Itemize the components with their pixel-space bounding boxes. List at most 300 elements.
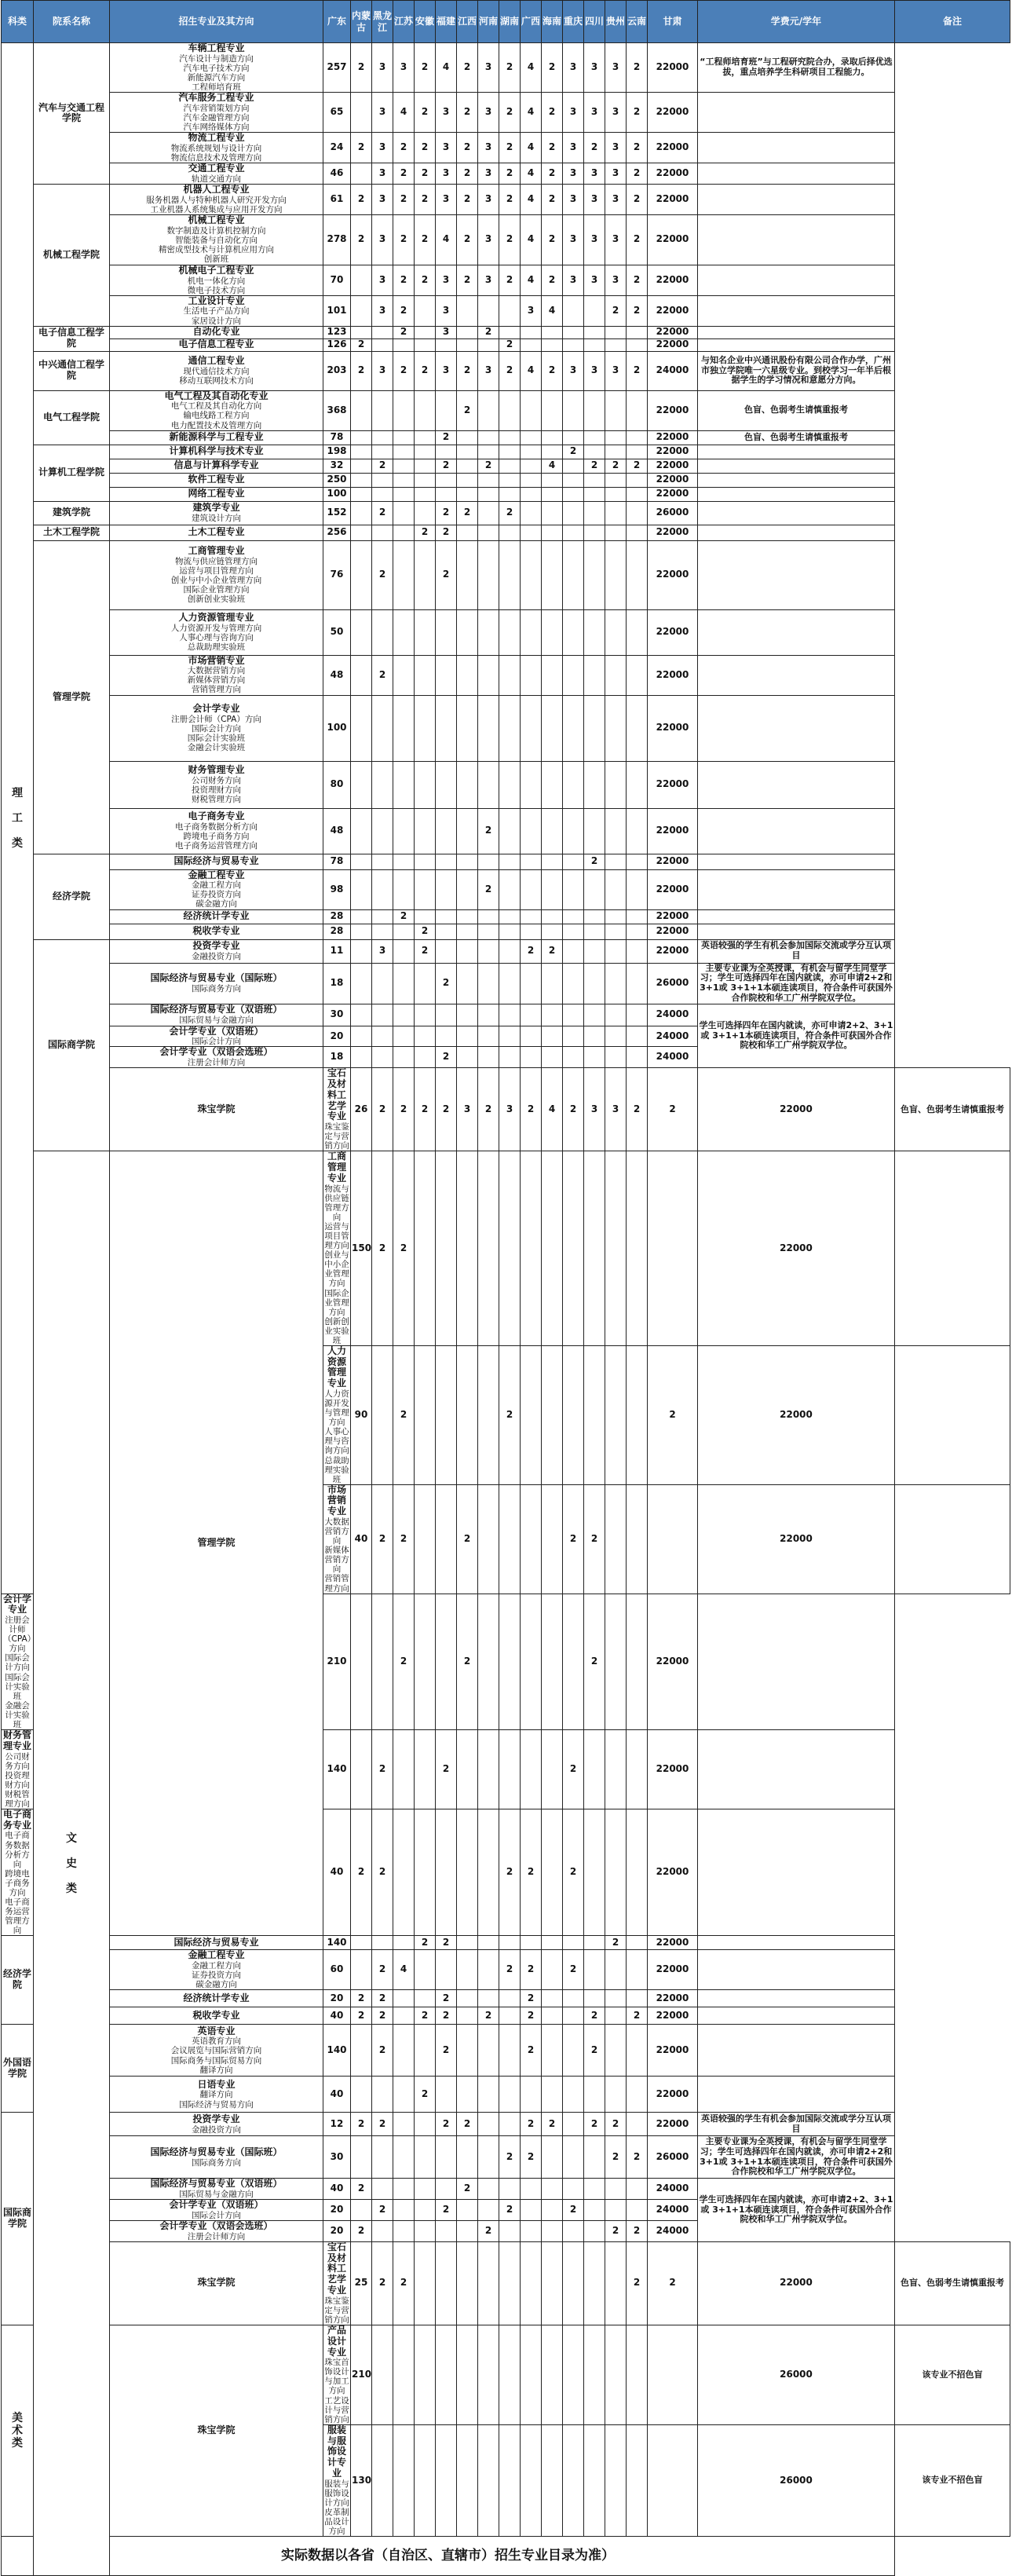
major-direction: 轨道交通方向 (192, 174, 241, 184)
province-quota (393, 1004, 415, 1026)
province-quota (605, 1004, 627, 1026)
tuition-fee: 22000 (648, 445, 698, 459)
province-quota (542, 2136, 563, 2179)
province-quota (627, 338, 648, 351)
province-quota (499, 487, 521, 501)
province-quota (372, 854, 393, 869)
major-direction: 国际会计方向 (5, 1653, 30, 1673)
province-quota (393, 2179, 415, 2200)
major-direction: 大数据营销方向 (324, 1517, 349, 1546)
province-quota (499, 1026, 521, 1047)
remark-cell (698, 445, 895, 459)
province-quota (584, 695, 605, 761)
province-quota (542, 609, 563, 655)
province-quota (351, 487, 372, 501)
province-quota (457, 2325, 478, 2424)
province-quota: 2 (372, 655, 393, 695)
column-header: 福建 (436, 1, 457, 43)
province-quota: 2 (393, 909, 415, 924)
guangdong-quota: 26 (351, 1068, 372, 1151)
guangdong-quota: 140 (323, 2025, 351, 2077)
province-quota (627, 540, 648, 609)
table-header-row (2, 1, 1010, 43)
province-quota (542, 1026, 563, 1047)
column-header: 学费元/学年 (698, 1, 895, 43)
province-quota (627, 909, 648, 924)
major-name: 工业设计专业 (188, 295, 245, 306)
table-row (2, 2325, 1010, 2424)
province-quota: 2 (436, 2007, 457, 2025)
province-quota (605, 390, 627, 430)
province-quota (521, 540, 542, 609)
table-row (2, 1950, 1010, 1990)
province-quota: 2 (542, 214, 563, 265)
province-quota (499, 459, 521, 473)
remark-cell (698, 869, 895, 909)
table-row (2, 963, 1010, 1004)
major-direction: 精密成型技术与计算机应用方向 (159, 245, 274, 255)
province-quota (351, 909, 372, 924)
province-quota (415, 1809, 436, 1935)
tuition-fee: 26000 (648, 501, 698, 525)
remark-cell (698, 214, 895, 265)
province-quota (627, 525, 648, 540)
major-cell (110, 2179, 323, 2200)
province-quota (563, 1990, 584, 2007)
major-direction: 创业与中小企业管理方向 (324, 1250, 349, 1289)
province-quota: 2 (648, 2241, 698, 2325)
province-quota (521, 1026, 542, 1047)
province-quota (521, 501, 542, 525)
remark-cell (698, 295, 895, 326)
province-quota: 3 (372, 93, 393, 133)
province-quota (627, 1594, 648, 1729)
province-quota: 2 (436, 963, 457, 1004)
table-row (2, 869, 1010, 909)
province-quota (499, 540, 521, 609)
province-quota (436, 1345, 457, 1484)
province-quota (478, 525, 499, 540)
province-quota (436, 473, 457, 487)
province-quota (605, 2424, 627, 2536)
major-name: 国际经济与贸易专业 (174, 855, 259, 867)
province-quota: 2 (436, 1990, 457, 2007)
guangdong-quota: 40 (323, 2007, 351, 2025)
major-name: 会计学专业 (2, 1593, 31, 1615)
major-direction: 汽车电子技术方向 (183, 63, 250, 73)
province-quota (457, 808, 478, 854)
column-header: 招生专业及其方向 (110, 1, 323, 43)
major-cell (2, 1594, 34, 1729)
province-quota (605, 2077, 627, 2113)
remark-cell (698, 473, 895, 487)
province-quota (542, 473, 563, 487)
province-quota (627, 1484, 648, 1594)
remark-cell: 色盲、色弱考生请慎重报考 (698, 390, 895, 430)
province-quota: 3 (372, 214, 393, 265)
province-quota: 3 (605, 1068, 627, 1151)
table-row (2, 43, 1010, 93)
major-direction: 营销管理方向 (324, 1574, 349, 1594)
province-quota (351, 1594, 372, 1729)
province-quota: 2 (393, 133, 415, 163)
guangdong-quota: 126 (323, 338, 351, 351)
remark-cell: 色盲、色弱考生请慎重报考 (895, 1068, 1010, 1151)
major-cell (110, 390, 323, 430)
province-quota: 2 (372, 501, 393, 525)
table-row (2, 695, 1010, 761)
college-name: 经济学院 (2, 1936, 34, 2025)
province-quota (436, 909, 457, 924)
province-quota (351, 265, 372, 295)
province-quota (478, 445, 499, 459)
remark-cell (698, 2025, 895, 2077)
province-quota (415, 1950, 436, 1990)
major-name: 汽车服务工程专业 (178, 92, 254, 104)
major-name: 车辆工程专业 (188, 42, 245, 53)
province-quota (372, 326, 393, 338)
province-quota: 2 (351, 43, 372, 93)
guangdong-quota: 80 (323, 761, 351, 808)
remark-cell: 学生可选择四年在国内就读，亦可申请2+2、3+1或 3+1+1本硕连读项目，符合条件可获国外合作院校和华工广州学院双学位。 (698, 1004, 895, 1068)
province-quota (372, 1936, 393, 1950)
major-name: 产品设计专业 (327, 2324, 346, 2358)
major-name: 物流工程专业 (188, 132, 245, 144)
tuition-fee: 24000 (648, 2220, 698, 2241)
province-quota (542, 909, 563, 924)
province-quota (415, 1026, 436, 1047)
province-quota (584, 655, 605, 695)
enrollment-plan-table (1, 0, 1010, 2576)
tuition-fee: 26000 (648, 2136, 698, 2179)
major-name: 自动化专业 (192, 326, 240, 338)
province-quota (521, 655, 542, 695)
major-name: 财务管理专业 (2, 1729, 31, 1751)
remark-cell (698, 1729, 895, 1809)
province-quota (627, 473, 648, 487)
province-quota (415, 808, 436, 854)
province-quota (415, 2200, 436, 2221)
province-quota (584, 295, 605, 326)
province-quota: 2 (627, 459, 648, 473)
province-quota (584, 869, 605, 909)
table-row (2, 939, 1010, 963)
province-quota: 2 (393, 2241, 415, 2325)
major-name: 通信工程专业 (188, 355, 245, 367)
major-direction: 工艺设计与营销方向 (324, 2395, 349, 2424)
province-quota: 2 (415, 2007, 436, 2025)
tuition-fee: 22000 (648, 540, 698, 609)
province-quota (521, 2200, 542, 2221)
remark-cell (895, 1484, 1010, 1594)
province-quota: 2 (415, 43, 436, 93)
province-quota (415, 2424, 436, 2536)
major-direction: 珠宝鉴定与营销方向 (324, 2296, 349, 2325)
province-quota (351, 445, 372, 459)
province-quota (415, 1729, 436, 1809)
province-quota (351, 1936, 372, 1950)
province-quota: 2 (499, 93, 521, 133)
remark-cell (698, 1936, 895, 1950)
table-row (2, 1068, 1010, 1151)
province-quota (436, 761, 457, 808)
province-quota (457, 761, 478, 808)
province-quota (605, 854, 627, 869)
major-direction: 金融会计实验班 (5, 1700, 30, 1729)
province-quota (351, 163, 372, 184)
table-row (2, 808, 1010, 854)
remark-cell: 该专业不招色盲 (895, 2424, 1010, 2536)
province-quota (457, 326, 478, 338)
province-quota: 2 (499, 351, 521, 390)
province-quota: 2 (605, 2113, 627, 2136)
tuition-fee: 22000 (648, 2025, 698, 2077)
province-quota: 2 (436, 2200, 457, 2221)
guangdong-quota: 368 (323, 390, 351, 430)
guangdong-quota: 278 (323, 214, 351, 265)
province-quota: 2 (563, 2200, 584, 2221)
province-quota: 3 (605, 184, 627, 214)
tuition-fee: 22000 (648, 869, 698, 909)
remark-cell (698, 808, 895, 854)
province-quota (605, 501, 627, 525)
province-quota (415, 326, 436, 338)
province-quota (415, 1990, 436, 2007)
province-quota (605, 338, 627, 351)
remark-cell (698, 133, 895, 163)
major-cell (110, 2220, 323, 2241)
major-name: 金融工程专业 (188, 869, 245, 880)
guangdong-quota: 210 (323, 1594, 351, 1729)
province-quota: 2 (627, 2220, 648, 2241)
province-quota (542, 1809, 563, 1935)
college-name: 建筑学院 (34, 501, 110, 525)
province-quota: 3 (563, 43, 584, 93)
tuition-fee: 24000 (648, 351, 698, 390)
province-quota (563, 2325, 584, 2424)
province-quota (415, 2025, 436, 2077)
major-direction: 电气工程及其自动化方向 (170, 401, 262, 412)
province-quota: 3 (605, 133, 627, 163)
guangdong-quota: 198 (323, 445, 351, 459)
province-quota (436, 2077, 457, 2113)
province-quota (372, 430, 393, 445)
province-quota (499, 909, 521, 924)
province-quota (627, 2325, 648, 2424)
province-quota (605, 2325, 627, 2424)
province-quota (563, 854, 584, 869)
province-quota (372, 808, 393, 854)
province-quota (436, 2220, 457, 2241)
tuition-fee: 22000 (698, 1151, 895, 1345)
remark-cell (698, 184, 895, 214)
province-quota (478, 2077, 499, 2113)
major-name: 工商管理专业 (188, 545, 245, 556)
major-name: 电子信息工程专业 (178, 338, 254, 350)
remark-cell: 英语较强的学生有机会参加国际交流或学分互认项目 (698, 2113, 895, 2136)
province-quota: 2 (415, 184, 436, 214)
province-quota (393, 695, 415, 761)
province-quota: 2 (436, 430, 457, 445)
table-row (2, 487, 1010, 501)
guangdong-quota: 20 (323, 1990, 351, 2007)
province-quota: 3 (436, 265, 457, 295)
province-quota (415, 2220, 436, 2241)
province-quota: 2 (393, 184, 415, 214)
province-quota (393, 869, 415, 909)
tuition-fee: 22000 (648, 430, 698, 445)
column-header: 河南 (478, 1, 499, 43)
major-name: 电子商务专业 (188, 810, 245, 822)
province-quota (393, 2325, 415, 2424)
province-quota: 4 (521, 133, 542, 163)
province-quota: 2 (415, 939, 436, 963)
province-quota (436, 2179, 457, 2200)
major-name: 国际经济与贸易专业（国际班） (150, 2146, 283, 2157)
guangdong-quota: 65 (323, 93, 351, 133)
province-quota: 2 (372, 1729, 393, 1809)
province-quota (457, 1004, 478, 1026)
table-row (2, 445, 1010, 459)
province-quota (563, 2136, 584, 2179)
province-quota (584, 909, 605, 924)
province-quota: 3 (584, 163, 605, 184)
major-cell (110, 473, 323, 487)
province-quota (393, 390, 415, 430)
major-direction: 注册会计师方向 (187, 1058, 246, 1068)
province-quota: 2 (627, 2241, 648, 2325)
province-quota (393, 459, 415, 473)
province-quota (499, 390, 521, 430)
province-quota (627, 1004, 648, 1026)
province-quota (351, 473, 372, 487)
province-quota (584, 1026, 605, 1047)
province-quota (584, 924, 605, 939)
province-quota: 2 (436, 540, 457, 609)
province-quota (478, 1990, 499, 2007)
province-quota (415, 1004, 436, 1026)
province-quota (415, 963, 436, 1004)
province-quota (415, 473, 436, 487)
remark-cell (698, 609, 895, 655)
major-direction: 金融会计实验班 (187, 743, 246, 752)
major-name: 财务管理专业 (188, 764, 245, 776)
province-quota: 2 (372, 2113, 393, 2136)
guangdong-quota: 30 (323, 1004, 351, 1026)
table-row (2, 338, 1010, 351)
remark-cell (698, 695, 895, 761)
province-quota: 3 (436, 133, 457, 163)
major-direction: 国际贸易与金融方向 (179, 2189, 254, 2199)
major-direction: 大数据营销方向 (187, 666, 246, 676)
province-quota: 2 (457, 265, 478, 295)
major-direction: 汽车金融管理方向 (183, 112, 250, 123)
province-quota (457, 963, 478, 1004)
tuition-fee: 22000 (648, 1729, 698, 1809)
college-name: 外国语学院 (2, 2025, 34, 2113)
province-quota (563, 695, 584, 761)
province-quota: 2 (521, 1068, 542, 1151)
province-quota: 2 (415, 265, 436, 295)
province-quota (521, 1594, 542, 1729)
province-quota: 2 (436, 1936, 457, 1950)
province-quota: 3 (563, 351, 584, 390)
province-quota (605, 2007, 627, 2025)
province-quota (351, 1026, 372, 1047)
province-quota: 2 (605, 2220, 627, 2241)
province-quota: 3 (372, 184, 393, 214)
province-quota (605, 1026, 627, 1047)
province-quota: 2 (478, 2220, 499, 2241)
remark-cell (698, 909, 895, 924)
province-quota (563, 390, 584, 430)
table-row (2, 459, 1010, 473)
province-quota: 4 (393, 93, 415, 133)
province-quota (415, 695, 436, 761)
guangdong-quota: 100 (323, 487, 351, 501)
province-quota (542, 540, 563, 609)
province-quota: 2 (584, 1594, 605, 1729)
province-quota (542, 695, 563, 761)
major-cell (110, 1004, 323, 1026)
province-quota: 2 (393, 265, 415, 295)
major-direction: 新能源汽车方向 (187, 72, 246, 82)
province-quota (605, 2241, 627, 2325)
remark-cell (698, 761, 895, 808)
province-quota (351, 93, 372, 133)
province-quota: 2 (372, 1990, 393, 2007)
province-quota (457, 924, 478, 939)
major-cell (110, 326, 323, 338)
province-quota (542, 1729, 563, 1809)
major-cell (110, 214, 323, 265)
province-quota (393, 2007, 415, 2025)
province-quota (542, 1950, 563, 1990)
province-quota (521, 1047, 542, 1068)
province-quota (627, 1151, 648, 1345)
major-direction: 创业与中小企业管理方向 (170, 575, 262, 585)
table-row (2, 1936, 1010, 1950)
province-quota (478, 1026, 499, 1047)
province-quota (372, 2325, 393, 2424)
guangdong-quota: 20 (323, 2200, 351, 2221)
college-name: 经济学院 (34, 854, 110, 939)
remark-cell (698, 2007, 895, 2025)
province-quota (436, 655, 457, 695)
major-direction: 公司财务方向 (192, 775, 241, 785)
guangdong-quota: 18 (323, 1047, 351, 1068)
province-quota (393, 1026, 415, 1047)
table-row (2, 473, 1010, 487)
remark-cell (698, 1990, 895, 2007)
province-quota (499, 854, 521, 869)
province-quota (584, 1729, 605, 1809)
province-quota (351, 963, 372, 1004)
province-quota (542, 1594, 563, 1729)
province-quota: 2 (457, 184, 478, 214)
remark-cell (698, 338, 895, 351)
province-quota (499, 326, 521, 338)
province-quota (436, 1594, 457, 1729)
tuition-fee: 22000 (648, 1594, 698, 1729)
province-quota (351, 1950, 372, 1990)
province-quota: 2 (372, 1950, 393, 1990)
province-quota (499, 939, 521, 963)
province-quota (415, 869, 436, 909)
major-cell (110, 540, 323, 609)
province-quota (436, 1950, 457, 1990)
guangdong-quota: 152 (323, 501, 351, 525)
